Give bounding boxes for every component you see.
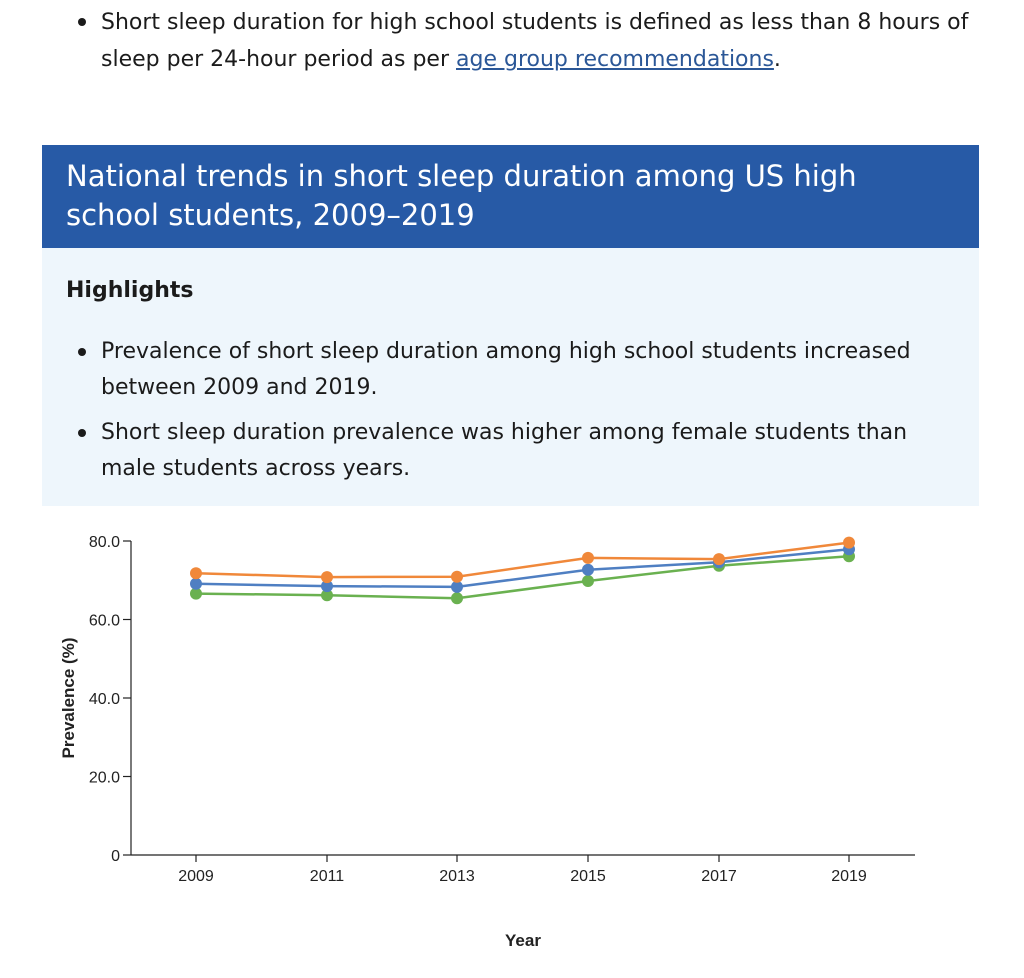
y-tick-label: 0 xyxy=(111,848,120,865)
x-tick-label: 2017 xyxy=(701,868,737,885)
x-tick-label: 2019 xyxy=(831,868,867,885)
intro-list xyxy=(78,4,978,78)
y-axis-label: Prevalence (%) xyxy=(59,637,78,759)
chart-container xyxy=(0,506,1024,974)
y-tick-label: 40.0 xyxy=(88,691,120,708)
x-tick-label: 2013 xyxy=(439,868,475,885)
data-point[interactable] xyxy=(321,571,333,583)
x-tick-label: 2011 xyxy=(309,868,345,885)
x-axis-label: Year xyxy=(505,931,541,950)
chart-axes xyxy=(89,534,915,885)
data-point[interactable] xyxy=(451,581,463,593)
data-point[interactable] xyxy=(582,564,594,576)
x-tick-label: 2009 xyxy=(178,868,214,885)
y-tick-label: 20.0 xyxy=(88,769,120,787)
x-tick-label: 2015 xyxy=(570,868,606,885)
data-point[interactable] xyxy=(451,592,463,604)
highlights-list xyxy=(78,334,938,496)
y-tick-label: 80.0 xyxy=(88,534,120,551)
section-header xyxy=(42,145,979,248)
intro-text: Short sleep duration for high school students is defined as less than 8 hours of sleep per 24-hour period as per xyxy=(101,10,969,72)
data-point[interactable] xyxy=(843,537,855,549)
data-point[interactable] xyxy=(451,571,463,583)
age-group-recommendations-link[interactable]: age group recommendations xyxy=(456,47,774,72)
highlight-item: Prevalence of short sleep duration among high school students increased between 2009 and 2019. xyxy=(78,334,938,406)
data-point[interactable] xyxy=(582,575,594,587)
prevalence-line-chart xyxy=(0,506,1024,974)
y-tick-label: 60.0 xyxy=(88,612,120,630)
chart-series xyxy=(190,537,855,605)
data-point[interactable] xyxy=(190,578,202,590)
data-point[interactable] xyxy=(190,567,202,579)
section-title: National trends in short sleep duration among US high school students, 2009–2019 xyxy=(66,159,857,232)
highlight-item: Short sleep duration prevalence was higher among female students than male students across years. xyxy=(78,415,938,487)
data-point[interactable] xyxy=(582,552,594,564)
highlights-heading: Highlights xyxy=(66,278,194,303)
intro-trailing: . xyxy=(773,47,781,72)
data-point[interactable] xyxy=(713,553,725,565)
intro-bullet xyxy=(78,4,978,78)
highlights-panel xyxy=(42,248,979,506)
